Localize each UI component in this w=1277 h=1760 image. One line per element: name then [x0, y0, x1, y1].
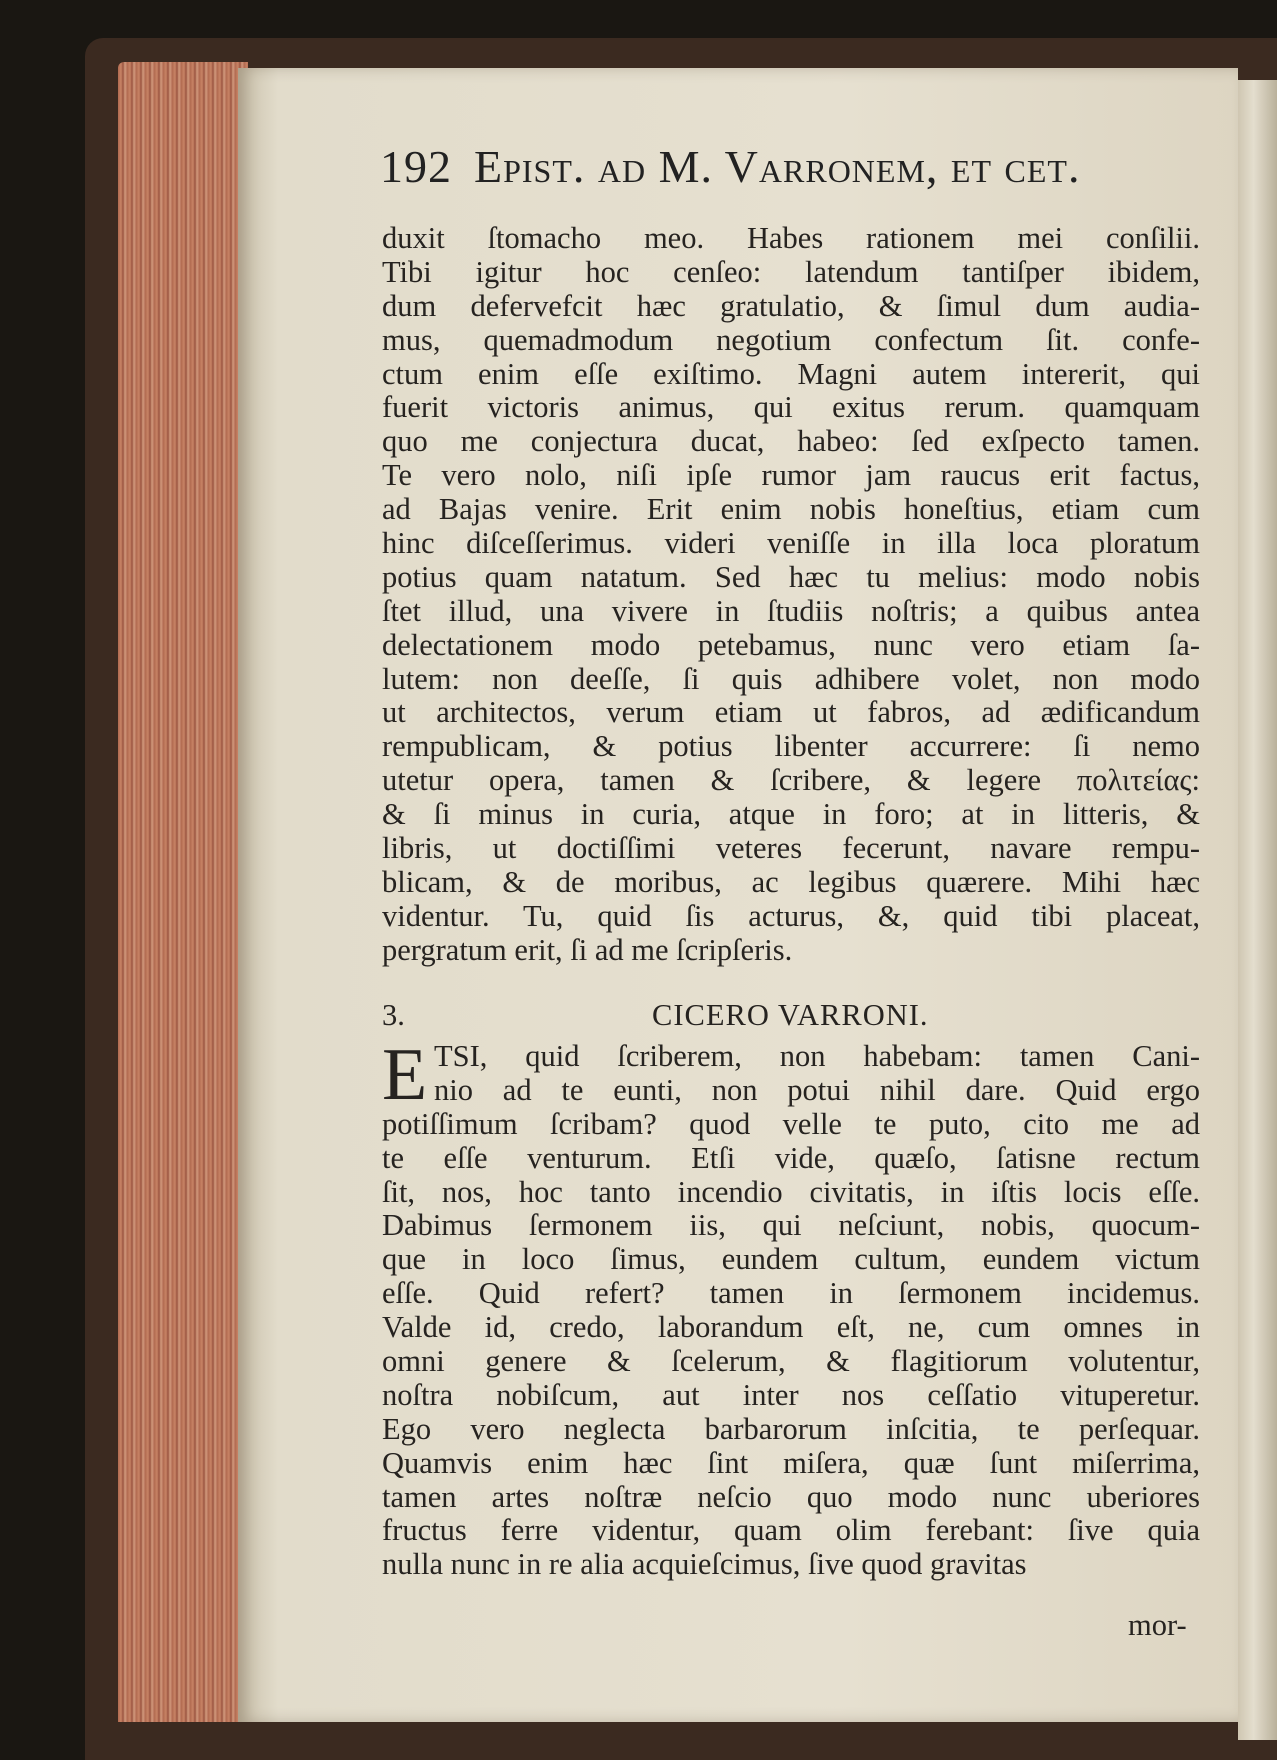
- text-line: potiſſimum ſcribam? quod velle te puto, cito me ad: [382, 1106, 1200, 1141]
- text-line: eſſe. Quid refert? tamen in ſermonem incidemus.: [382, 1276, 1200, 1311]
- text-line: quo me conjectura ducat, habeo: ſed exſpecto tamen.: [382, 424, 1200, 459]
- text-line: Ego vero neglecta barbarorum inſcitia, te perſequar.: [382, 1411, 1200, 1446]
- text-line: potius quam natatum. Sed hæc tu melius: modo nobis: [382, 559, 1200, 594]
- letter-end-text: [382, 222, 1200, 968]
- text-line: libris, ut doctiſſimi veteres fecerunt, navare rempu-: [382, 831, 1200, 866]
- text-line: Te vero nolo, niſi ipſe rumor jam raucus erit factus,: [382, 458, 1200, 493]
- letter-body-text: [382, 1034, 1200, 1582]
- text-line: tamen artes noſtræ neſcio quo modo nunc uberiores: [382, 1479, 1200, 1514]
- text-line: ad Bajas venire. Erit enim nobis honeſtius, etiam cum: [382, 492, 1200, 527]
- running-header: [380, 140, 1180, 200]
- text-line: noſtra nobiſcum, aut inter nos ceſſatio vituperetur.: [382, 1377, 1200, 1412]
- page-edges: [118, 62, 248, 1722]
- text-line: omni genere & ſcelerum, & flagitiorum volutentur,: [382, 1344, 1200, 1379]
- text-line: ſtet illud, una vivere in ſtudiis noſtris; a quibus antea: [382, 593, 1200, 628]
- text-line: Quamvis enim hæc ſint miſera, quæ ſunt miſerrima,: [382, 1445, 1200, 1480]
- text-line: Tibi igitur hoc cenſeo: latendum tantiſper ibidem,: [382, 254, 1200, 289]
- drop-cap: E: [382, 1034, 428, 1116]
- text-line: nulla nunc in re alia acquieſcimus, ſive quod gravitas: [382, 1547, 1027, 1582]
- text-line: blicam, & de moribus, ac legibus quærere. Mihi hæc: [382, 864, 1200, 899]
- text-line: & ſi minus in curia, atque in foro; at in litteris, &: [382, 797, 1200, 832]
- text-line: lutem: non deeſſe, ſi quis adhibere volet, non modo: [382, 661, 1200, 696]
- text-line: nio ad te eunti, non potui nihil dare. Quid ergo: [434, 1072, 1200, 1107]
- text-line: te eſſe venturum. Etſi vide, quæſo, ſatisne rectum: [382, 1140, 1200, 1175]
- letter-title: CICERO VARRONI.: [652, 998, 929, 1032]
- text-line: ut architectos, verum etiam ut fabros, ad ædificandum: [382, 695, 1200, 730]
- page-number: 192: [380, 141, 452, 192]
- text-line: utetur opera, tamen & ſcribere, & legere πολιτείας:: [382, 763, 1200, 798]
- text-line: videntur. Tu, quid ſis acturus, &, quid tibi placeat,: [382, 898, 1200, 933]
- text-line: hinc diſceſſerimus. videri veniſſe in illa loca ploratum: [382, 526, 1200, 561]
- text-line: que in loco ſimus, eundem cultum, eundem victum: [382, 1242, 1200, 1277]
- letter-heading: [382, 998, 1200, 1038]
- text-line: TSI, quid ſcriberem, non habebam: tamen Cani-: [434, 1039, 1200, 1073]
- text-line: fuerit victoris animus, qui exitus rerum. quamquam: [382, 390, 1200, 425]
- text-line: ctum enim eſſe exiſtimo. Magni autem intererit, qui: [382, 356, 1200, 391]
- text-line: duxit ſtomacho meo. Habes rationem mei conſilii.: [382, 221, 1200, 255]
- running-title: Epist. ad M. Varronem, et cet.: [474, 141, 1081, 192]
- text-line: ſit, nos, hoc tanto incendio civitatis, in iſtis locis eſſe.: [382, 1174, 1200, 1209]
- letter-number: 3.: [382, 998, 405, 1032]
- catchword: mor-: [1128, 1608, 1187, 1642]
- text-line: pergratum erit, ſi ad me ſcripſeris.: [382, 932, 793, 967]
- text-line: Dabimus ſermonem iis, qui neſciunt, nobis, quocum-: [382, 1208, 1200, 1243]
- text-line: dum defervefcit hæc gratulatio, & ſimul dum audia-: [382, 288, 1200, 323]
- text-line: delectationem modo petebamus, nunc vero etiam ſa-: [382, 627, 1200, 662]
- facing-page-edge: [1238, 80, 1277, 1740]
- text-line: mus, quemadmodum negotium confectum ſit. confe-: [382, 322, 1200, 357]
- text-line: Valde id, credo, laborandum eſt, ne, cum omnes in: [382, 1310, 1200, 1345]
- text-line: fructus ferre videntur, quam olim ferebant: ſive quia: [382, 1513, 1200, 1548]
- text-line: rempublicam, & potius libenter accurrere: ſi nemo: [382, 729, 1200, 764]
